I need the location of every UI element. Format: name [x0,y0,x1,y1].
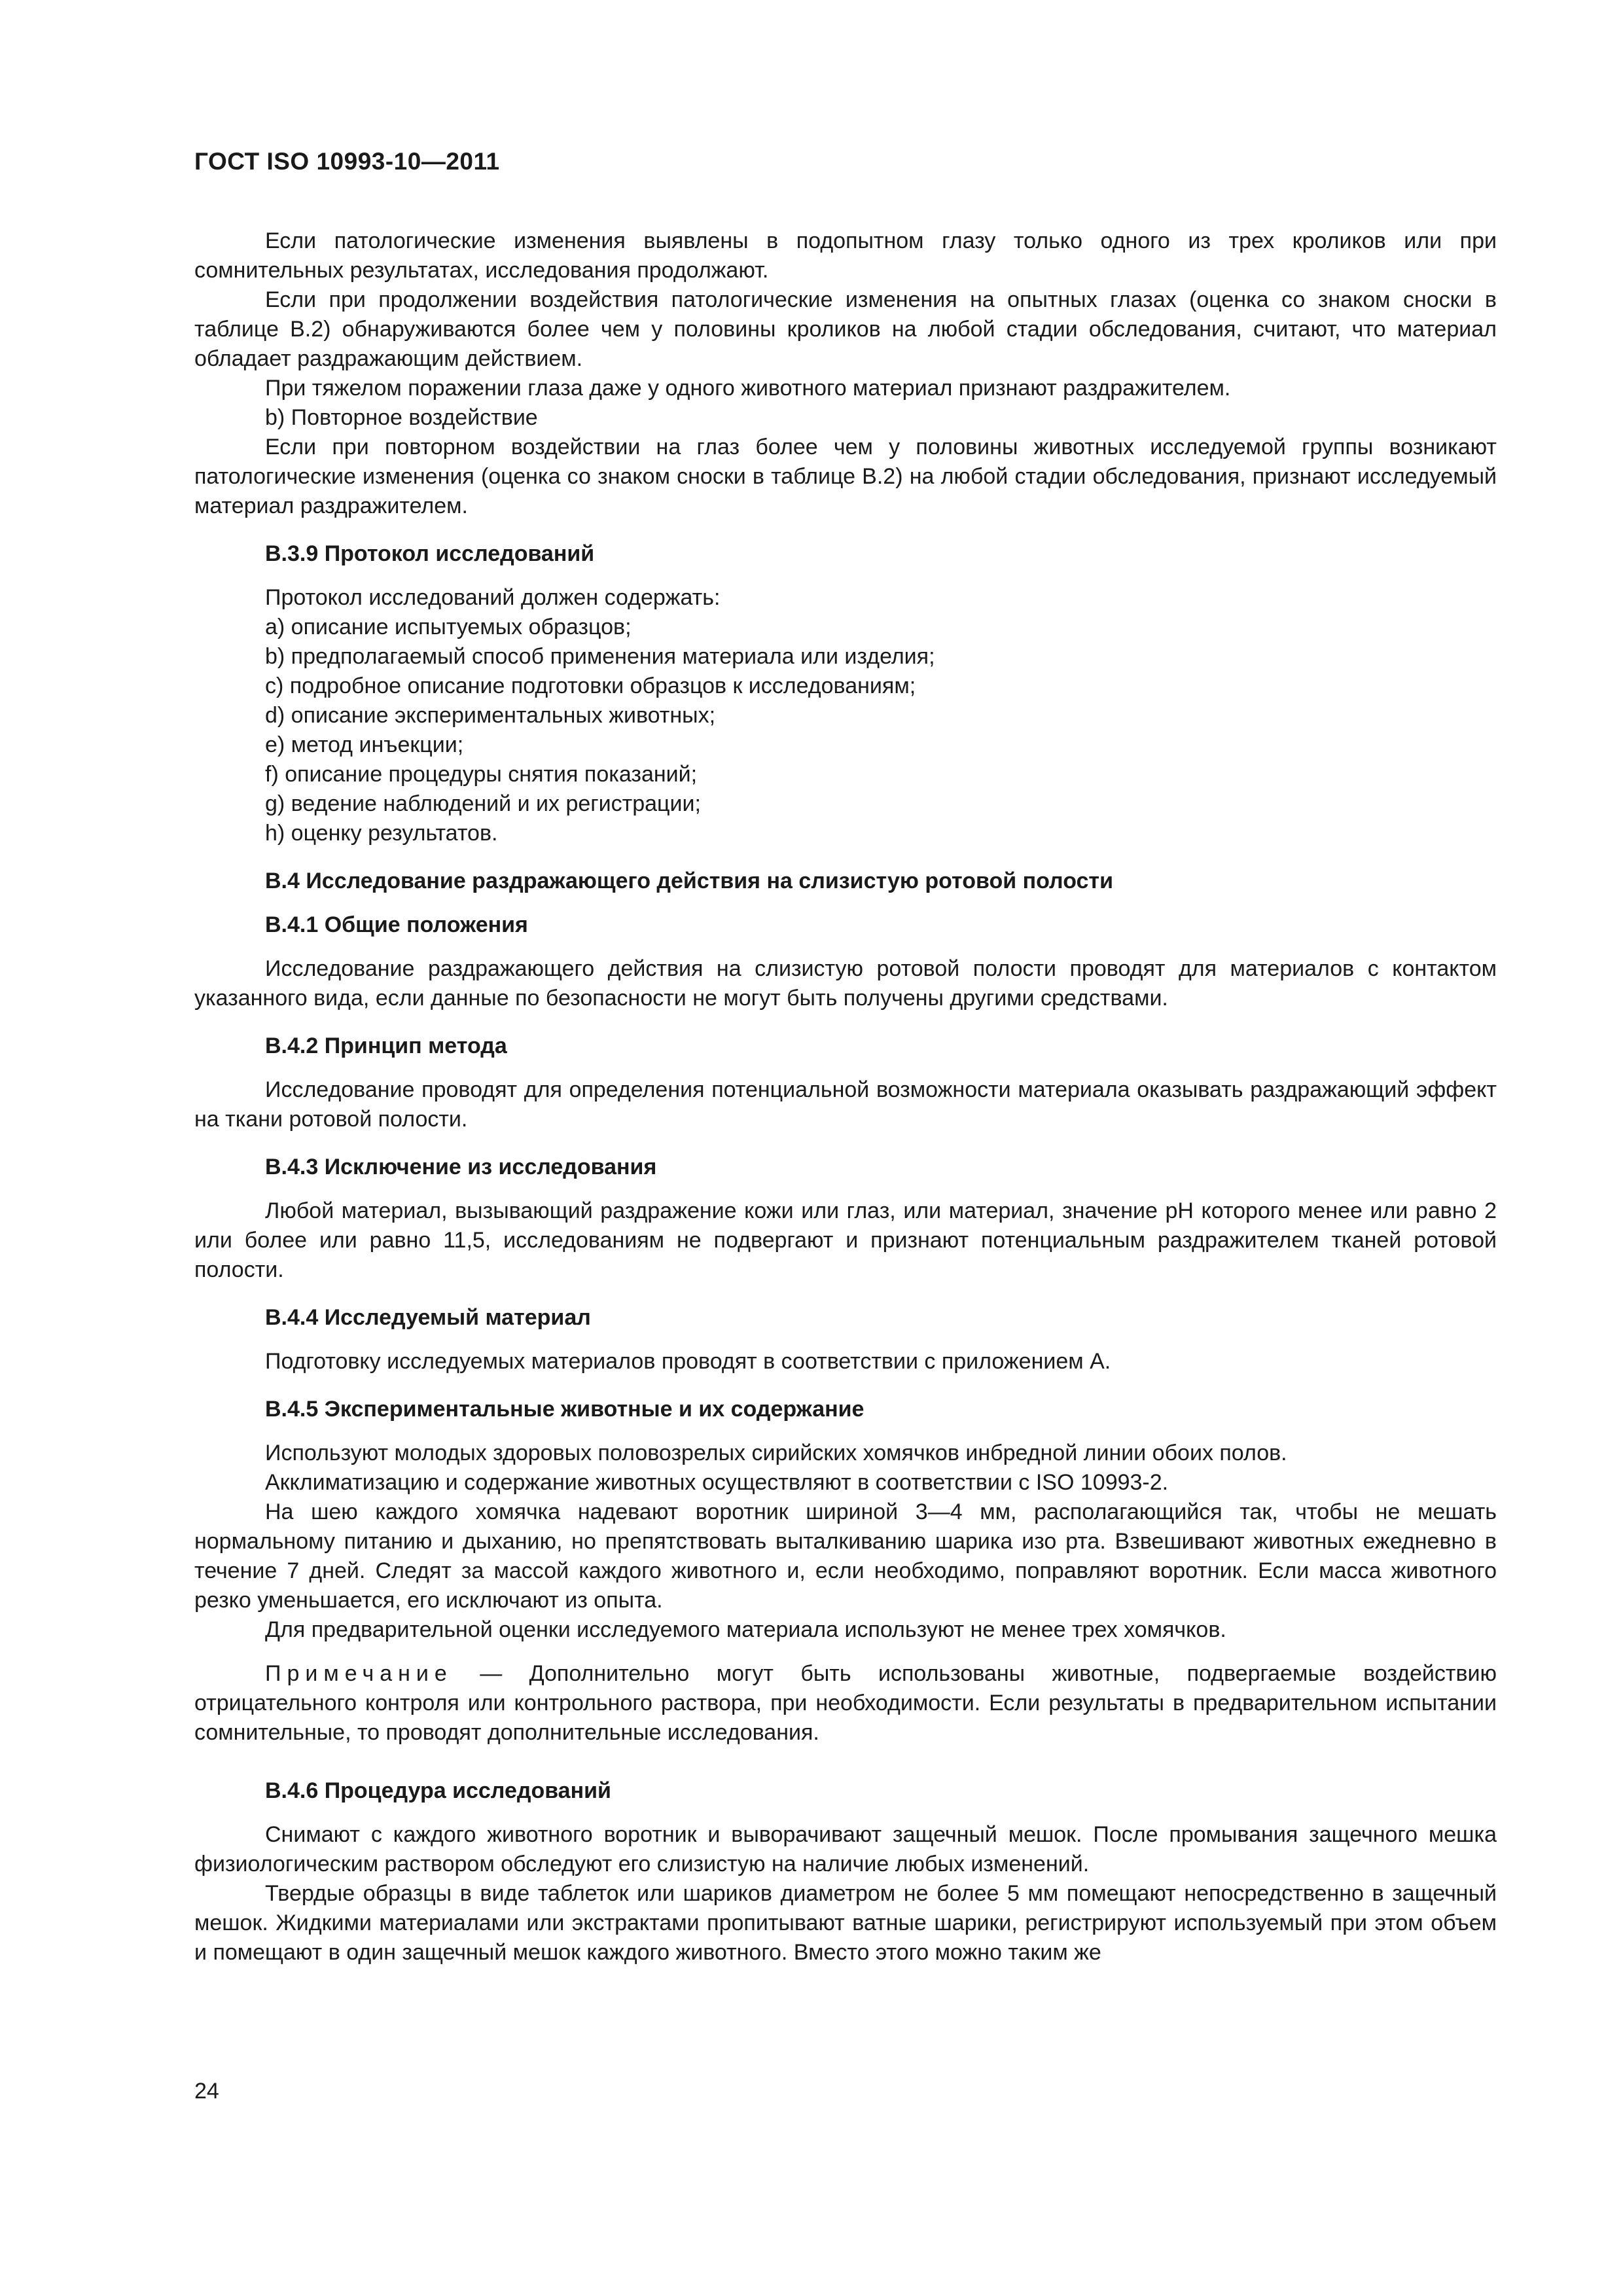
paragraph: Для предварительной оценки исследуемого материала используют не менее трех хомячков. [265,1617,1226,1642]
note-text: — Дополнительно могут быть использованы животные, подвергаемые воздействию отрицательного контроля или контрольного раствора, при необходимости. Если результаты в предварительном испытании сомнительные, то проводят дополнительные исследования. [194,1661,1497,1745]
paragraph: Протокол исследований должен содержать: [265,585,721,610]
list-item: c) подробное описание подготовки образцов к исследованиям; [265,673,916,698]
paragraph: Если при продолжении воздействия патологические изменения на опытных глазах (оценка со знаком сноски в таблице В.2) обнаруживаются более чем у половины кроликов на любой стадии обследования, считают, что материал обладает раздражающим действием. [194,287,1497,371]
document-body [194,226,1497,1967]
list-item: g) ведение наблюдений и их регистрации; [265,791,701,816]
paragraph: Исследование проводят для определения потенциальной возможности материала оказывать раздражающий эффект на ткани ротовой полости. [194,1077,1497,1132]
list-item: f) описание процедуры снятия показаний; [265,762,698,787]
paragraph: Исследование раздражающего действия на слизистую ротовой полости проводят для материалов с контактом указанного вида, если данные по безопасности не могут быть получены другими средствами. [194,956,1497,1011]
section-heading: В.4.6 Процедура исследований [265,1778,611,1803]
standard-header: ГОСТ ISO 10993-10—2011 [194,148,500,175]
section-heading: В.4.4 Исследуемый материал [265,1305,591,1330]
paragraph: Используют молодых здоровых половозрелых сирийских хомячков инбредной линии обоих полов. [265,1441,1287,1465]
paragraph: Если при повторном воздействии на глаз более чем у половины животных исследуемой группы возникают патологические изменения (оценка со знаком сноски в таблице В.2) на любой стадии обследования, признают исследуемый материал раздражителем. [194,435,1497,518]
paragraph: Снимают с каждого животного воротник и выворачивают защечный мешок. После промывания защечного мешка физиологическим раствором обследуют его слизистую на наличие любых изменений. [194,1822,1497,1876]
paragraph: Твердые образцы в виде таблеток или шариков диаметром не более 5 мм помещают непосредственно в защечный мешок. Жидкими материалами или экстрактами пропитывают ватные шарики, регистрируют используемый при этом объем и помещают в один защечный мешок каждого животного. Вместо этого можно таким же [194,1881,1497,1965]
paragraph: При тяжелом поражении глаза даже у одного животного материал признают раздражителем. [265,376,1231,401]
list-item: h) оценку результатов. [265,821,498,846]
paragraph: Подготовку исследуемых материалов проводят в соответствии с приложением А. [265,1349,1111,1374]
list-item: e) метод инъекции; [265,732,464,757]
note-label: Примечание [265,1661,453,1686]
list-item: a) описание испытуемых образцов; [265,615,632,639]
section-heading: В.4 Исследование раздражающего действия на слизистую ротовой полости [265,869,1113,893]
section-heading: В.4.1 Общие положения [265,912,528,937]
section-heading: В.4.5 Экспериментальные животные и их содержание [265,1397,865,1422]
list-item: b) предполагаемый способ применения материала или изделия; [265,644,935,669]
paragraph: На шею каждого хомячка надевают воротник шириной 3—4 мм, располагающийся так, чтобы не мешать нормальному питанию и дыханию, но препятствовать выталкиванию шарика изо рта. Взвешивают животных ежедневно в течение 7 дней. Следят за массой каждого животного и, если необходимо, поправляют воротник. Если масса животного резко уменьшается, его исключают из опыта. [194,1499,1497,1613]
section-heading: В.4.2 Принцип метода [265,1033,507,1058]
section-heading: В.4.3 Исключение из исследования [265,1155,657,1179]
paragraph: Акклиматизацию и содержание животных осуществляют в соответствии с ISO 10993-2. [265,1470,1169,1495]
page-number: 24 [194,2079,219,2104]
section-heading: В.3.9 Протокол исследований [265,541,595,566]
paragraph: Любой материал, вызывающий раздражение кожи или глаз, или материал, значение pH которого менее или равно 2 или более или равно 11,5, исследованиям не подвергают и признают потенциальным раздражителем тканей ротовой полости. [194,1198,1497,1282]
list-item: d) описание экспериментальных животных; [265,703,716,728]
paragraph: Если патологические изменения выявлены в подопытном глазу только одного из трех кроликов или при сомнительных результатах, исследования продолжают. [194,228,1497,283]
paragraph: b) Повторное воздействие [265,405,538,430]
note-paragraph [194,1659,1497,1748]
